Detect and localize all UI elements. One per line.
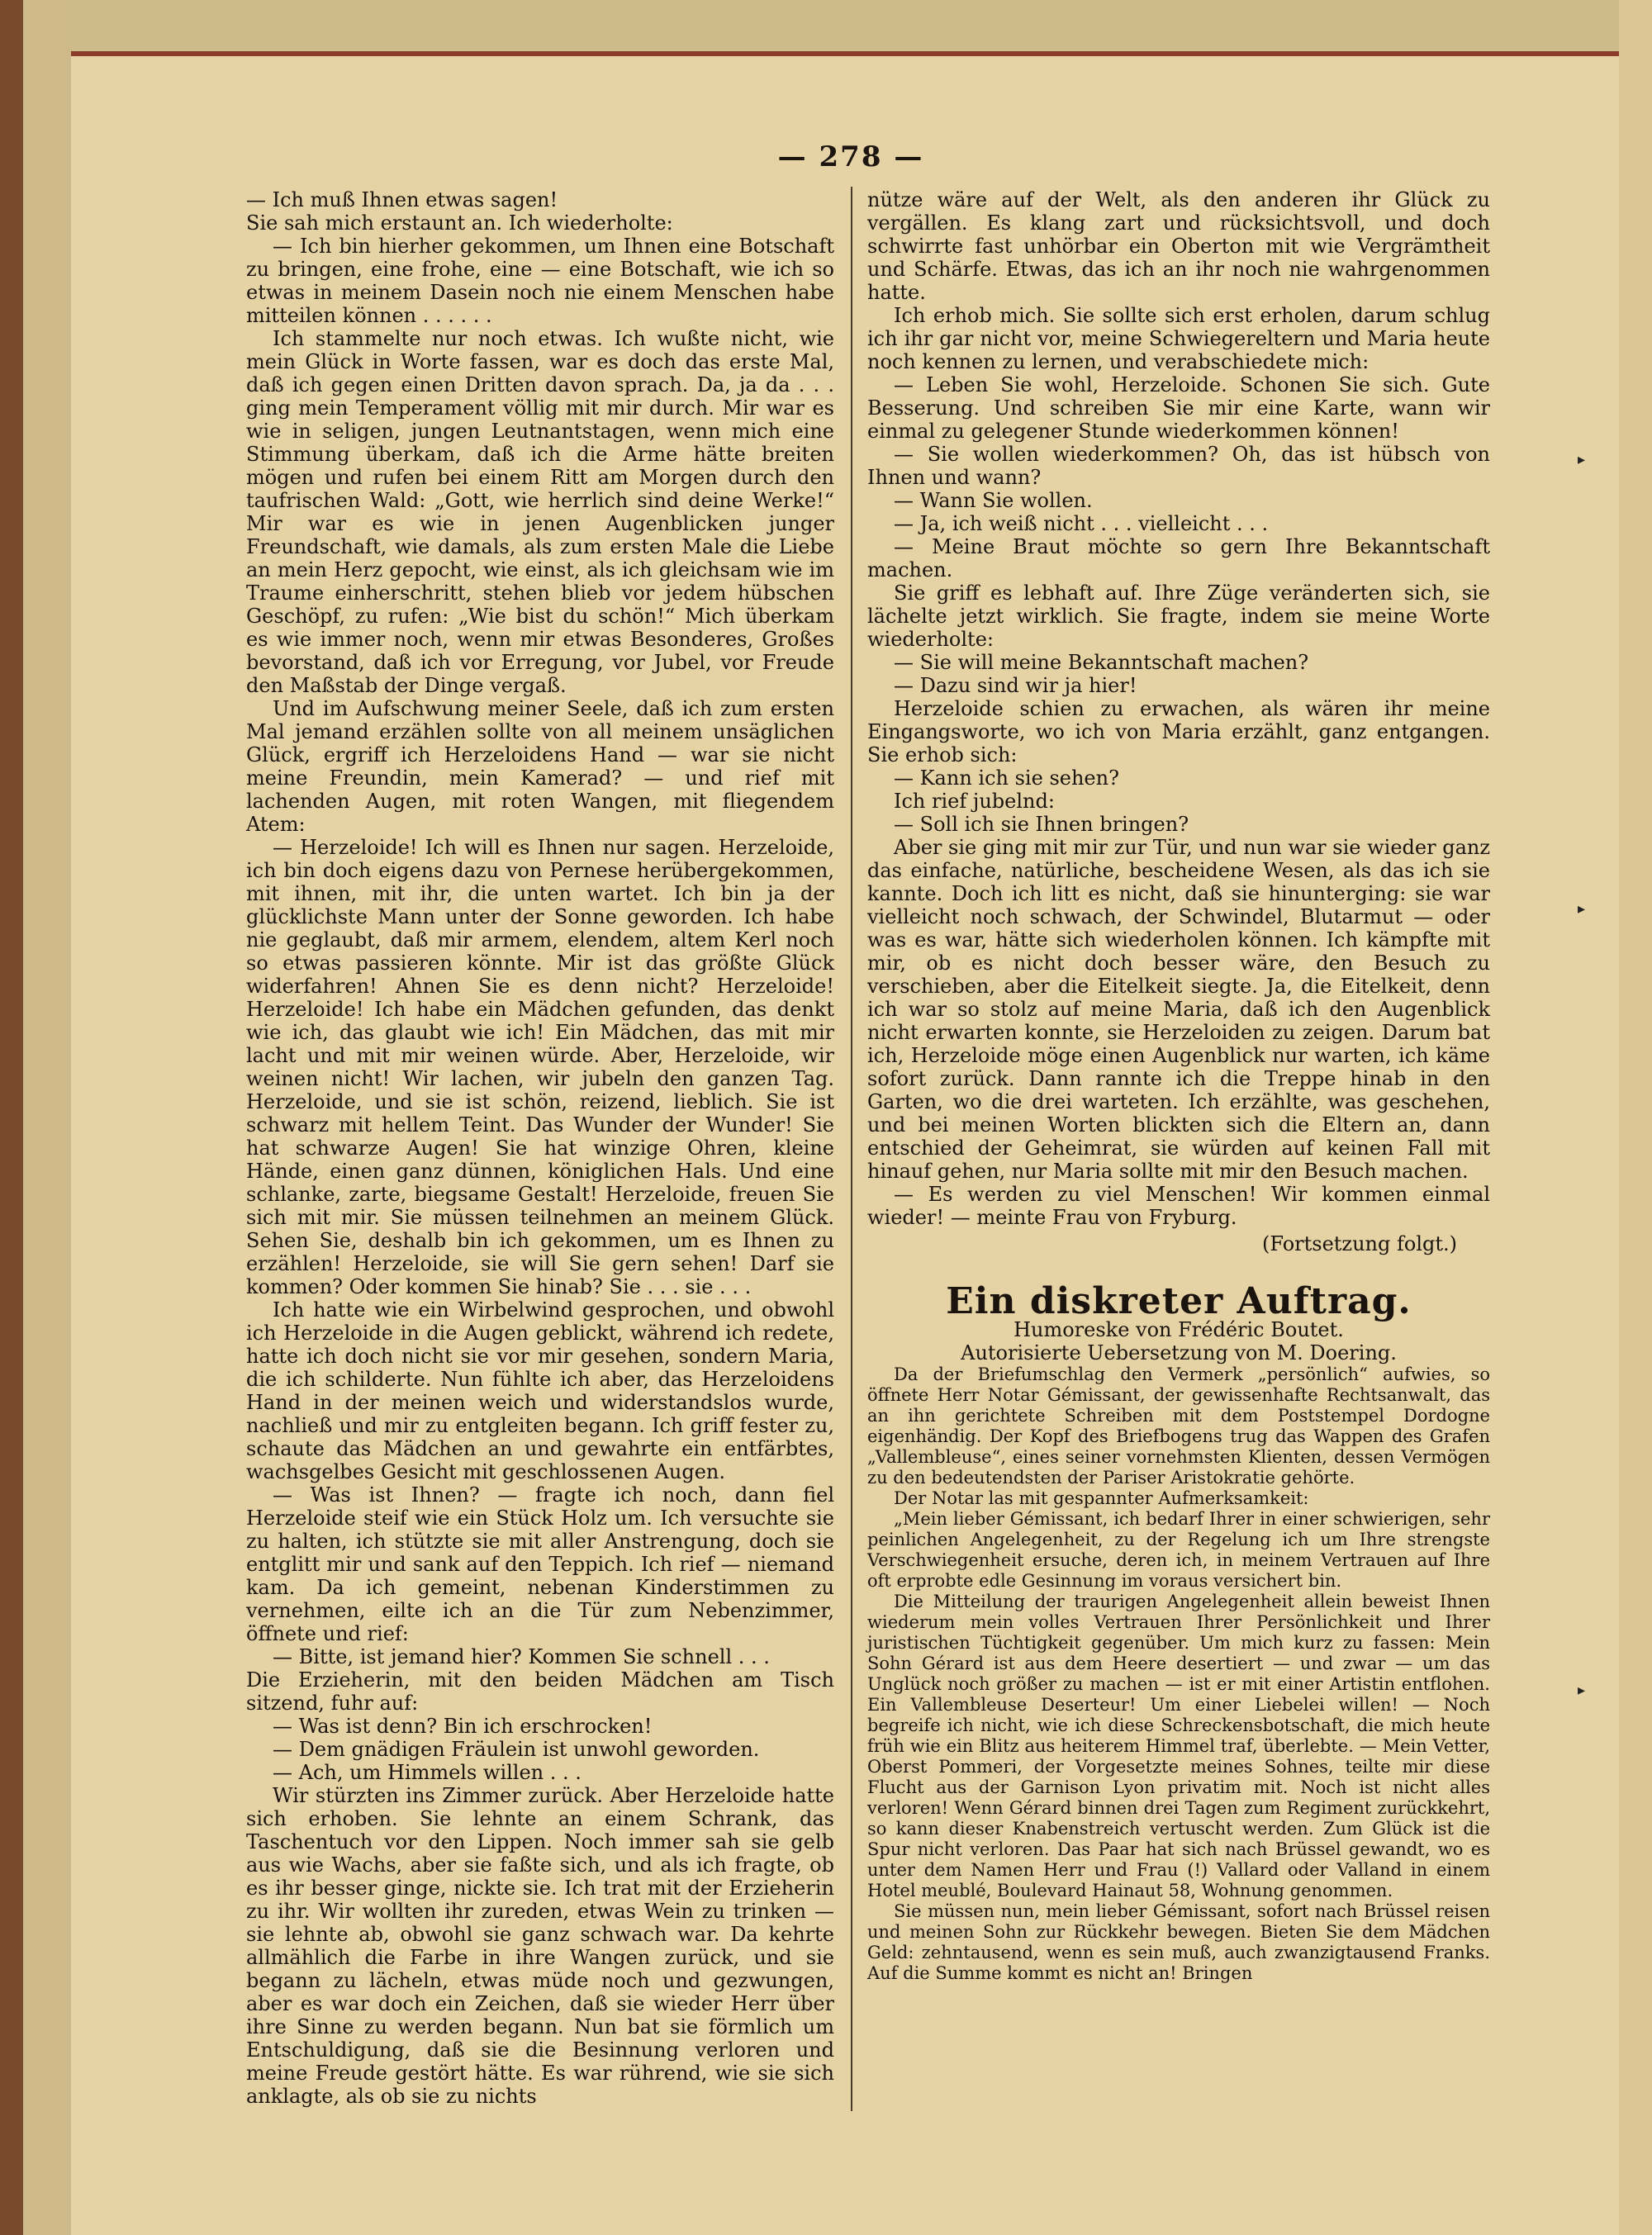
column-divider xyxy=(851,187,852,2111)
right-page-edge xyxy=(1619,0,1652,2235)
paragraph: Die Mitteilung der traurigen Angelegenheit allein beweist Ihnen wiederum mein volles Vertrauen Ihrer Persönlichkeit und Ihrer juristischen Tüchtigkeit gegenüber. Um mich kurz zu fassen: Mein Sohn Gérard ist aus dem Heere desertiert — und zwar — um das Unglück noch größer zu machen — ist er mit einer Artistin entflohen. Ein Vallembleuse Deserteur! Um einer Liebelei willen! — Noch begreife ich nicht, wie ich diese Schreckensbotschaft, die mich heute früh wie ein Blitz aus heiterem Himmel traf, überlebte. — Mein Vetter, Oberst Pommeri, der Vorgesetzte meines Sohnes, teilte mir diese Flucht aus der Garnison Lyon privatim mit. Noch ist nicht alles verloren! Wenn Gérard binnen drei Tagen zum Regiment zurückkehrt, so kann dieser Knabenstreich vertuscht werden. Zum Glück ist die Spur nicht verloren. Das Paar hat sich nach Brüssel gewandt, wo es unter dem Namen Herr und Frau (!) Vallard oder Valland in einem Hotel meublé, Boulevard Hainaut 58, Wohnung genommen. xyxy=(867,1592,1490,1900)
paragraph: — Ja, ich weiß nicht . . . vielleicht . . . xyxy=(894,512,1269,535)
paragraph: — Ich bin hierher gekommen, um Ihnen eine Botschaft zu bringen, eine frohe, eine — eine Botschaft, wie ich so etwas in meinem Dasein noch nie einem Menschen habe mitteilen können . . . . . . xyxy=(246,235,834,327)
paragraph: — Ach, um Himmels willen . . . xyxy=(273,1761,582,1784)
paragraph: Und im Aufschwung meiner Seele, daß ich zum ersten Mal jemand erzählen sollte von all meinem unsäglichen Glück, ergriff ich Herzeloidens Hand — war sie nicht meine Freundin, mein Kamerad? — und rief mit lachenden Augen, mit roten Wangen, mit fliegendem Atem: xyxy=(246,697,834,836)
book-binding xyxy=(0,0,23,2235)
paragraph: Aber sie ging mit mir zur Tür, und nun war sie wieder ganz das einfache, natürliche, bescheidene Wesen, als das ich sie kannte. Doch ich litt es nicht, daß sie hinunterging: sie war vielleicht noch schwach, der Schwindel, Blutarmut — oder was es war, hätte sich wiederholen können. Ich kämpfte mit mir, ob es nicht doch besser wäre, den Besuch zu verschieben, aber die Eitelkeit siegte. Ja, die Eitelkeit, denn ich war so stolz auf meine Maria, daß ich den Augenblick nicht erwarten konnte, sie Herzeloiden zu zeigen. Darum bat ich, Herzeloide möge einen Augenblick nur warten, ich käme sofort zurück. Dann rannte ich die Treppe hinab in den Garten, wo die drei warteten. Ich erzählte, was geschehen, und bei meinen Worten blickten sich die Eltern an, dann entschied der Geheimrat, sie würden auf keinen Fall mit hinauf gehen, nur Maria sollte mit mir den Besuch machen. xyxy=(867,836,1490,1183)
paragraph: — Wann Sie wollen. xyxy=(894,489,1093,512)
paragraph: — Bitte, ist jemand hier? Kommen Sie schnell . . . xyxy=(273,1645,770,1668)
paragraph: Ich stammelte nur noch etwas. Ich wußte nicht, wie mein Glück in Worte fassen, war es doch das erste Mal, daß ich gegen einen Dritten davon sprach. Da, ja da . . . ging mein Temperament völlig mit mir durch. Mir war es wie in seligen, jungen Leutnantstagen, wenn mich eine Stimmung überkam, daß ich die Arme hätte breiten mögen und rufen bei einem Ritt am Morgen durch den taufrischen Wald: „Gott, wie herrlich sind deine Werke!“ Mir war es wie in jenen Augenblicken junger Freundschaft, wie damals, als zum ersten Male die Liebe an mein Herz gepocht, wie einst, als ich gleichsam wie im Traume einherschritt, stehen blieb vor jedem hübschen Geschöpf, zu rufen: „Wie bist du schön!“ Mich überkam es wie immer noch, wenn mir etwas Besonderes, Großes bevorstand, daß ich vor Erregung, vor Jubel, vor Freude den Maßstab der Dinge vergaß. xyxy=(246,327,834,697)
right-column xyxy=(867,188,1490,1984)
paragraph: Herzeloide schien zu erwachen, als wären ihr meine Eingangsworte, wo ich von Maria erzählt, ganz entgangen. Sie erhob sich: xyxy=(867,697,1490,766)
translator-credit: Autorisierte Uebersetzung von M. Doering. xyxy=(961,1341,1397,1364)
paragraph: Der Notar las mit gespannter Aufmerksamkeit: xyxy=(894,1488,1309,1508)
margin-mark: ▸ xyxy=(1578,451,1586,468)
paragraph: — Herzeloide! Ich will es Ihnen nur sagen. Herzeloide, ich bin doch eigens dazu von Pernese herübergekommen, mit ihnen, mit ihr, die unten wartet. Ich bin ja der glücklichste Mann unter der Sonne geworden. Ich habe nie geglaubt, daß mir armem, elendem, altem Kerl noch so etwas passieren könnte. Mir ist das größte Glück widerfahren! Ahnen Sie es denn nicht? Herzeloide! Herzeloide! Ich habe ein Mädchen gefunden, das denkt wie ich, das glaubt wie ich! Ein Mädchen, das mit mir lacht und mit mir weinen würde. Aber, Herzeloide, wir weinen nicht! Wir lachen, wir jubeln den ganzen Tag. Herzeloide, und sie ist schön, reizend, lieblich. Sie ist schwarz mit hellem Teint. Das Wunder der Wunder! Sie hat schwarze Augen! Sie hat winzige Ohren, kleine Hände, einen ganz dünnen, königlichen Hals. Und eine schlanke, zarte, biegsame Gestalt! Herzeloide, freuen Sie sich mit mir. Sie müssen teilnehmen an meinem Glück. Sehen Sie, deshalb bin ich gekommen, um es Ihnen zu erzählen! Herzeloide, sie will Sie gern sehen! Darf sie kommen? Oder kommen Sie hinab? Sie . . . sie . . . xyxy=(246,836,834,1298)
story-subtitle: Humoreske von Frédéric Boutet. xyxy=(1014,1318,1344,1341)
paragraph: Die Erzieherin, mit den beiden Mädchen am Tisch sitzend, fuhr auf: xyxy=(246,1668,834,1715)
paragraph: — Ich muß Ihnen etwas sagen! xyxy=(246,188,558,211)
story-title: Ein diskreter Auftrag. xyxy=(946,1280,1412,1322)
paragraph: Sie müssen nun, mein lieber Gémissant, sofort nach Brüssel reisen und meinen Sohn zur Rückkehr bewegen. Bieten Sie dem Mädchen Geld: zehntausend, wenn es sein muß, auch zwanzigtausend Franks. Auf die Summe kommt es nicht an! Bringen xyxy=(867,1901,1490,1983)
paragraph: — Es werden zu viel Menschen! Wir kommen einmal wieder! — meinte Frau von Fryburg. xyxy=(867,1183,1490,1229)
story-body xyxy=(867,1364,1490,1984)
paragraph: Sie sah mich erstaunt an. Ich wiederholte: xyxy=(246,211,673,235)
paragraph: Sie griff es lebhaft auf. Ihre Züge veränderten sich, sie lächelte jetzt wirklich. Sie fragte, indem sie meine Worte wiederholte: xyxy=(867,581,1490,651)
page-number: — 278 — xyxy=(777,140,924,173)
paragraph: — Dem gnädigen Fräulein ist unwohl geworden. xyxy=(273,1738,760,1761)
margin-mark: ▸ xyxy=(1578,1682,1586,1699)
continuation-note: (Fortsetzung folgt.) xyxy=(1262,1232,1457,1255)
paragraph: Wir stürzten ins Zimmer zurück. Aber Herzeloide hatte sich erhoben. Sie lehnte an einem Schrank, das Taschentuch vor den Lippen. Noch immer sah sie gelb aus wie Wachs, aber sie faßte sich, und als ich fragte, ob es ihr besser ginge, nickte sie. Ich trat mit der Erzieherin zu ihr. Wir wollten ihr zureden, etwas Wein zu trinken — sie lehnte ab, obwohl sie ganz schwach war. Da kehrte allmählich die Farbe in ihre Wangen zurück, und sie begann zu lächeln, etwas müde noch und gezwungen, aber es war doch ein Zeichen, daß sie wieder Herr über ihre Sinne zu werden begann. Nun bat sie förmlich um Entschuldigung, daß sie die Besinnung verloren und meine Freude gestört hätte. Es war rührend, wie sie sich anklagte, als ob sie zu nichts xyxy=(246,1784,834,2108)
paragraph: — Soll ich sie Ihnen bringen? xyxy=(894,813,1189,836)
paragraph: Da der Briefumschlag den Vermerk „persönlich“ aufwies, so öffnete Herr Notar Gémissant, der gewissenhafte Rechtsanwalt, das an ihn gerichtete Schreiben mit dem Poststempel Dordogne eigenhändig. Der Kopf des Briefbogens trug das Wappen des Grafen „Vallembleuse“, eines seiner vornehmsten Klienten, dessen Vermögen zu den bedeutendsten der Pariser Aristokratie gehörte. xyxy=(867,1364,1490,1488)
margin-mark: ▸ xyxy=(1578,900,1586,918)
paragraph: — Was ist denn? Bin ich erschrocken! xyxy=(273,1715,653,1738)
page-fold xyxy=(23,0,71,2235)
paragraph: — Was ist Ihnen? — fragte ich noch, dann fiel Herzeloide steif wie ein Stück Holz um. Ich versuchte sie zu halten, ich stützte sie mit aller Anstrengung, doch sie entglitt mir und sank auf den Teppich. Ich rief — niemand kam. Da ich gemeint, nebenan Kinderstimmen zu vernehmen, eilte ich an die Tür zum Nebenzimmer, öffnete und rief: xyxy=(246,1483,834,1645)
paragraph: Ich erhob mich. Sie sollte sich erst erholen, darum schlug ich ihr gar nicht vor, meine Schwiegereltern und Maria heute noch kennen zu lernen, und verabschiedete mich: xyxy=(867,304,1490,373)
top-edge xyxy=(0,0,1652,56)
paragraph: — Meine Braut möchte so gern Ihre Bekanntschaft machen. xyxy=(867,535,1490,581)
paragraph: — Dazu sind wir ja hier! xyxy=(894,674,1137,697)
paragraph: nütze wäre auf der Welt, als den anderen ihr Glück zu vergällen. Es klang zart und rücksichtsvoll, und doch schwirrte fast unhörbar ein Oberton mit wie Vergrämtheit und Schärfe. Etwas, das ich an ihr noch nie wahrgenommen hatte. xyxy=(867,188,1490,304)
paragraph: — Kann ich sie sehen? xyxy=(894,766,1119,790)
paragraph: — Sie wollen wiederkommen? Oh, das ist hübsch von Ihnen und wann? xyxy=(867,443,1490,489)
paragraph: „Mein lieber Gémissant, ich bedarf Ihrer in einer schwierigen, sehr peinlichen Angelegenheit, zu der Regelung ich um Ihre strengste Verschwiegenheit ersuche, deren ich, in meinem Vertrauen auf Ihre oft erprobte edle Gesinnung im voraus versichert bin. xyxy=(867,1509,1490,1591)
paragraph: Ich hatte wie ein Wirbelwind gesprochen, und obwohl ich Herzeloide in die Augen geblickt, während ich redete, hatte ich doch nicht sie vor mir gesehen, sondern Maria, die ich schilderte. Nun fühlte ich aber, das Herzeloidens Hand in der meinen weich und widerstandslos wurde, nachließ und mir zu entgleiten begann. Ich griff fester zu, schaute das Mädchen an und gewahrte ein entfärbtes, wachsgelbes Gesicht mit geschlossenen Augen. xyxy=(246,1298,834,1483)
paragraph: Ich rief jubelnd: xyxy=(894,790,1055,813)
left-column xyxy=(246,188,834,2108)
paragraph: — Leben Sie wohl, Herzeloide. Schonen Sie sich. Gute Besserung. Und schreiben Sie mir eine Karte, wann wir einmal zu gelegener Stunde wiederkommen können! xyxy=(867,373,1490,443)
paragraph: — Sie will meine Bekanntschaft machen? xyxy=(894,651,1309,674)
